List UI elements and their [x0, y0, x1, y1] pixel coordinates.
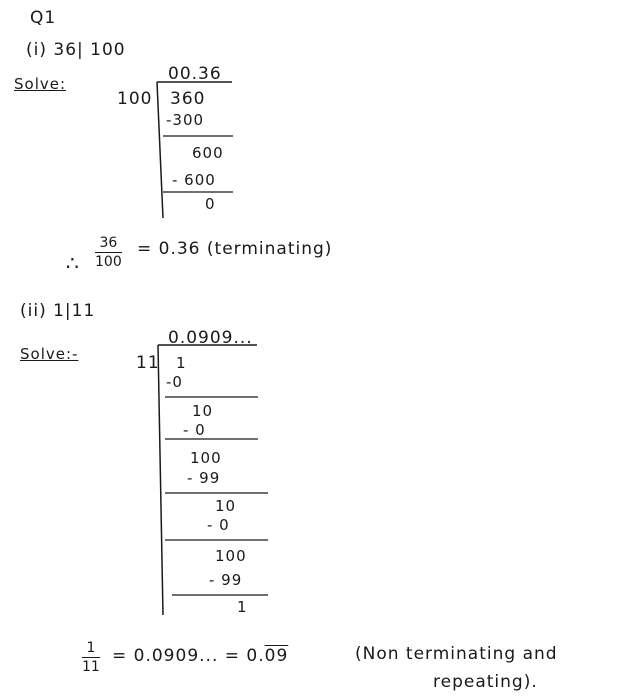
part2-fraction-denominator: 11: [82, 659, 100, 675]
part2-step: - 0: [183, 421, 206, 439]
p2-division-bracket: [158, 345, 163, 615]
part2-fraction-numerator: 1: [82, 641, 100, 658]
part1-divisor: 100: [117, 89, 153, 109]
part2-step: - 99: [187, 469, 221, 487]
part2-solve-label: Solve:-: [20, 345, 79, 363]
part2-repeating-digits: 09: [264, 646, 289, 666]
part2-fraction: [82, 641, 100, 674]
part2-step: - 0: [207, 516, 230, 534]
part1-fraction-denominator: 100: [95, 254, 122, 270]
part2-result-desc-line2: repeating).: [433, 672, 538, 692]
part2-step: 100: [190, 449, 222, 467]
part2-step: -0: [166, 373, 183, 391]
part1-solve-label: Solve:: [14, 75, 67, 93]
part2-remainder: 1: [237, 598, 248, 616]
part2-label: (ii) 1|11: [20, 301, 96, 321]
part1-fraction-numerator: 36: [95, 236, 122, 253]
part2-result-line: [112, 648, 288, 665]
part2-step: 100: [215, 547, 247, 565]
part2-quotient: 0.0909...: [168, 328, 253, 348]
p1-division-bracket: [157, 82, 163, 218]
part1-label: (i) 36| 100: [26, 40, 126, 60]
part2-divisor: 11: [136, 353, 160, 373]
part1-fraction: [95, 236, 122, 269]
part1-remainder: 0: [205, 195, 216, 213]
part2-step: - 99: [209, 571, 243, 589]
part2-step: 1: [176, 354, 187, 372]
part1-step: -300: [166, 111, 205, 129]
part1-step: 600: [192, 144, 224, 162]
part1-result: = 0.36 (terminating): [137, 239, 333, 259]
part2-result-equation: = 0.0909... = 0.: [112, 646, 265, 666]
part1-step: 360: [170, 89, 206, 109]
part2-step: 10: [215, 497, 237, 515]
therefore-symbol: ∴: [66, 251, 80, 275]
part2-result-desc-line1: (Non terminating and: [355, 644, 558, 664]
part1-quotient: 00.36: [168, 64, 222, 84]
part1-step: - 600: [172, 171, 216, 189]
question-label: Q1: [30, 8, 57, 28]
part2-step: 10: [192, 402, 214, 420]
